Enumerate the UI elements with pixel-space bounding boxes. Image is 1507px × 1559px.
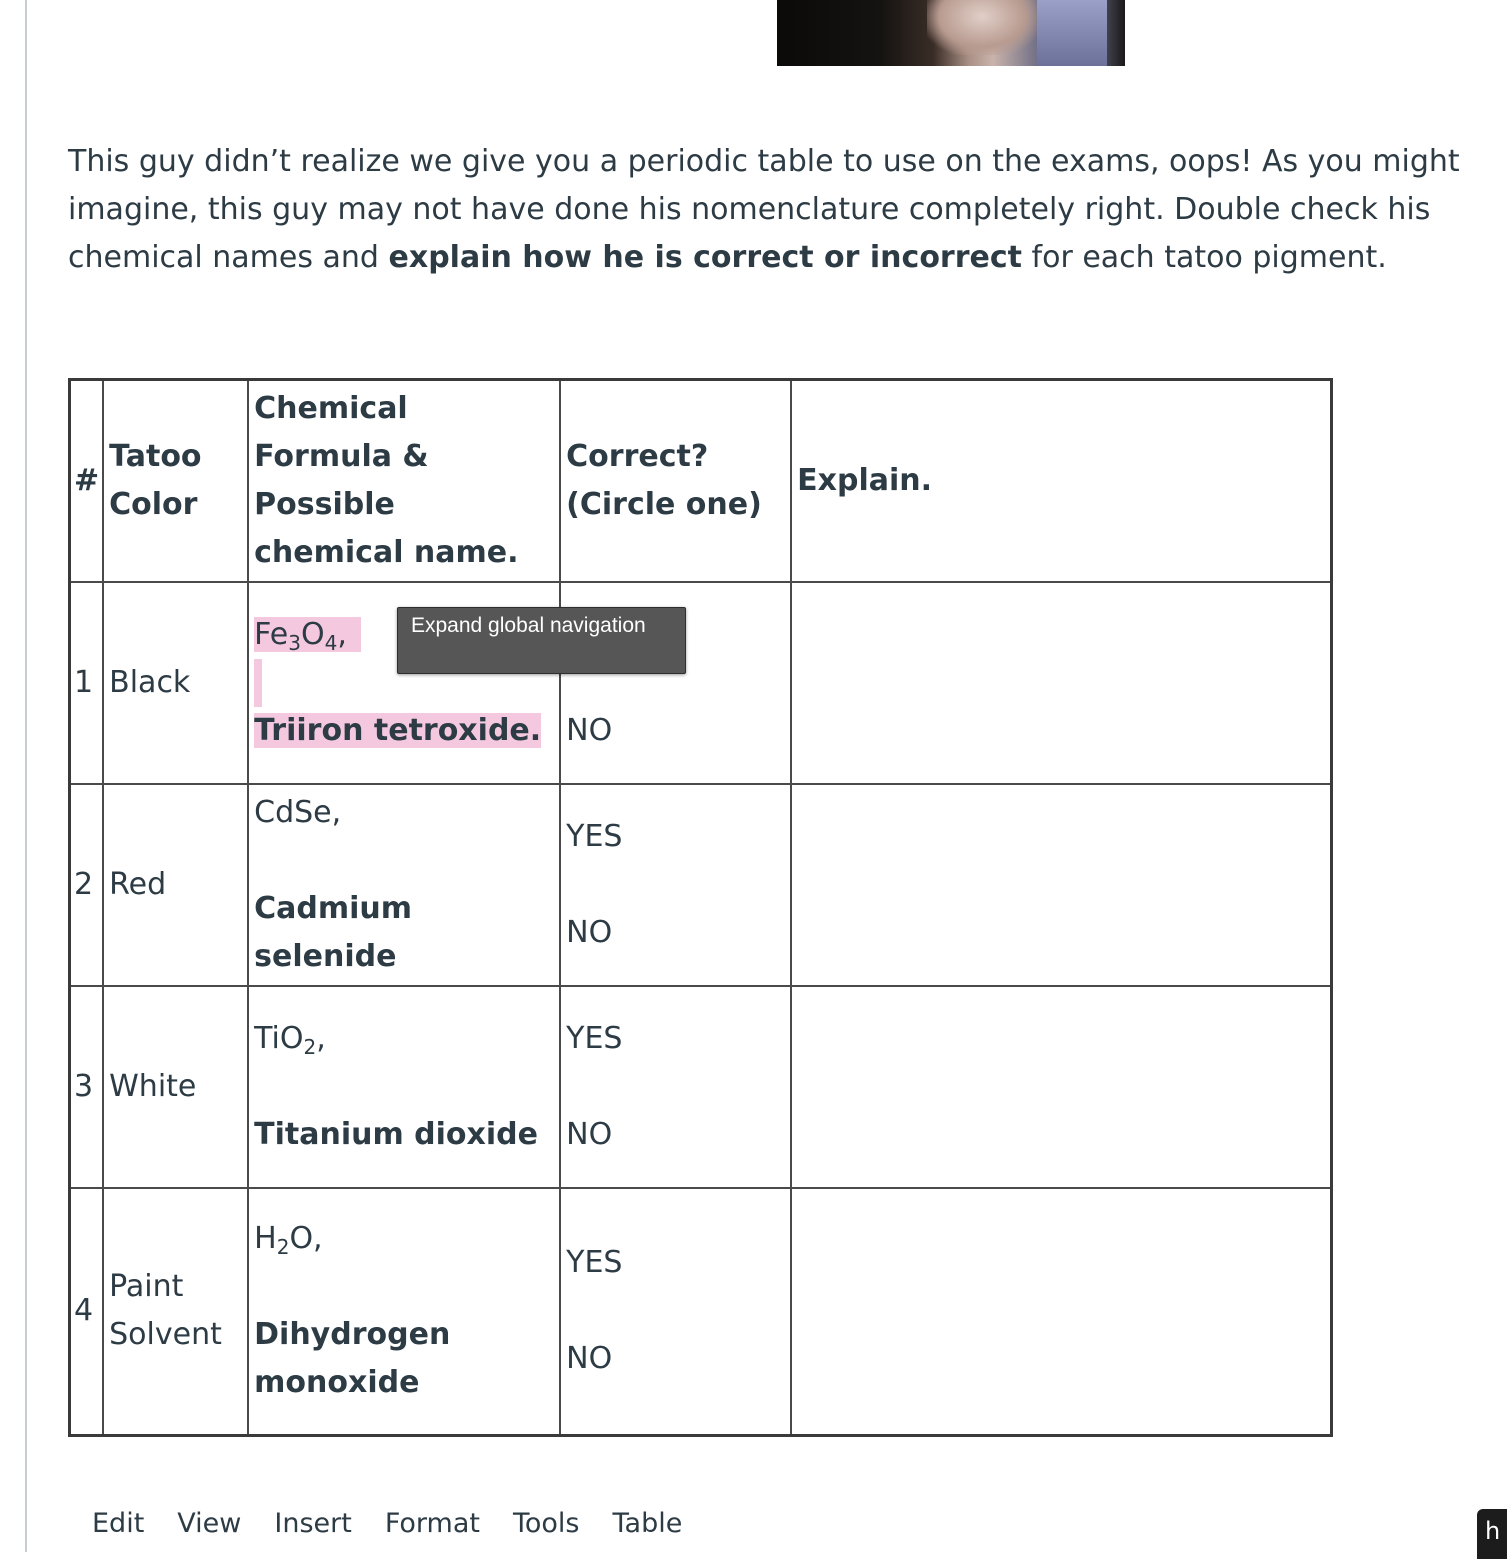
row-name-cell[interactable] [248,986,560,1188]
photo-sleeve-area [1037,0,1107,66]
formula-subscript: 3 [288,630,301,655]
menu-edit[interactable]: Edit [92,1508,145,1539]
formula-part: O [300,616,325,652]
formula-part: TiO [254,1020,304,1056]
row-correct-cell[interactable] [560,1188,791,1436]
chemical-name: Dihydrogen monoxide [254,1317,451,1401]
highlight-bar [254,659,262,707]
row-color: Paint Solvent [103,1188,248,1436]
table-row [70,784,1332,986]
spacer [254,837,554,885]
menu-view[interactable]: View [177,1508,242,1539]
content-left-rule [25,0,27,1552]
formula-part: , [316,1020,326,1056]
row-color: Red [103,784,248,986]
table-row [70,582,1332,784]
row-explain-cell[interactable] [791,582,1332,784]
header-color: Tatoo Color [103,380,248,582]
formula-part: , [337,616,347,652]
formula-subscript: 2 [303,1034,317,1059]
row-color: Black [103,582,248,784]
menu-insert[interactable]: Insert [274,1508,352,1539]
chemical-name: Cadmium selenide [254,890,413,974]
formula-part: Fe [254,616,289,652]
table-header-row [70,380,1332,582]
row-name-cell[interactable] [248,1188,560,1436]
spacer [566,861,785,909]
header-num: # [70,380,104,582]
header-explain: Explain. [791,380,1332,582]
menu-table[interactable]: Table [612,1508,683,1539]
spacer [566,1287,785,1335]
row-num: 2 [70,784,104,986]
no-option[interactable]: NO [566,712,613,748]
header-name: Chemical Formula & Possible chemical name. [248,380,560,582]
row-correct-cell[interactable] [560,986,791,1188]
row-num: 1 [70,582,104,784]
row-explain-cell[interactable] [791,1188,1332,1436]
editor-menubar [92,1508,715,1539]
chemical-name: Triiron tetroxide. [254,712,542,748]
table-row [70,1188,1332,1436]
no-option[interactable]: NO [566,1341,613,1377]
intro-text-bold: explain how he is correct or incorrect [388,240,1022,275]
photo-hand-area [927,0,1037,55]
menu-tools[interactable]: Tools [512,1508,580,1539]
formula-subscript: 4 [324,630,338,655]
formula-part: H [254,1221,277,1257]
intro-paragraph [68,138,1483,282]
spacer [254,1263,554,1311]
yes-option[interactable]: YES [566,1245,623,1281]
chemical-name: Titanium dioxide [254,1116,538,1152]
formula-part: O, [289,1221,323,1257]
spacer [254,1063,554,1111]
row-correct-cell[interactable] [560,784,791,986]
spacer [566,1063,785,1111]
table-row [70,986,1332,1188]
yes-option[interactable]: YES [566,818,623,854]
row-num: 4 [70,1188,104,1436]
no-option[interactable]: NO [566,914,613,950]
row-explain-cell[interactable] [791,784,1332,986]
expand-nav-tooltip: Expand global navigation [397,607,686,674]
formula-highlight [254,616,361,655]
formula-subscript: 2 [276,1235,290,1260]
intro-text-part2: for each tatoo pigment. [1022,240,1387,275]
tattoo-photo [777,0,1125,66]
intro-text-part1: This guy didn’t realize we give you a periodic table to use on the exams, oops! As you might imagine, this guy may not have done his nomenclature completely right. Double check his chemical names and [68,144,1460,275]
row-name-cell[interactable] [248,784,560,986]
row-num: 3 [70,986,104,1188]
row-explain-cell[interactable] [791,986,1332,1188]
formula: CdSe, [254,794,342,830]
pigment-table[interactable] [68,378,1333,1437]
corner-help-button[interactable]: h [1477,1509,1507,1559]
row-color: White [103,986,248,1188]
menu-format[interactable]: Format [384,1508,480,1539]
yes-option[interactable]: YES [566,1020,623,1056]
no-option[interactable]: NO [566,1116,613,1152]
header-correct: Correct? (Circle one) [560,380,791,582]
